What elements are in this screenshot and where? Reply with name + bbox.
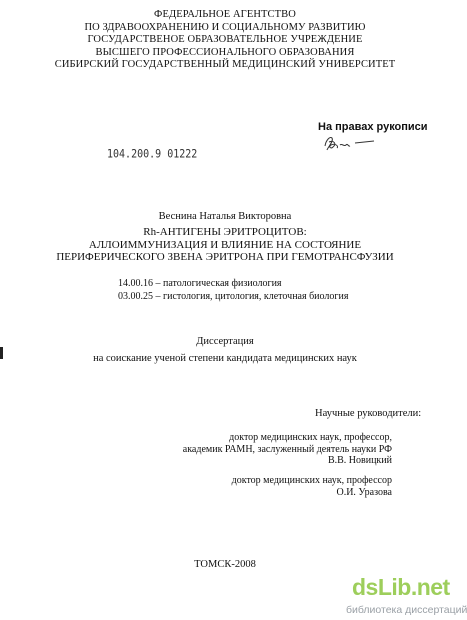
registration-stamp: 104.200.9 01222 xyxy=(107,148,198,161)
title-line: АЛЛОИММУНИЗАЦИЯ И ВЛИЯНИЕ НА СОСТОЯНИЕ xyxy=(88,238,362,251)
supervisor-line: доктор медицинских наук, профессор, xyxy=(229,432,392,443)
dissertation-type: Диссертация xyxy=(196,336,254,347)
specialty-line: 03.00.25 – гистология, цитология, клеточная биология xyxy=(118,291,349,302)
dslib-watermark[interactable] xyxy=(346,574,467,620)
header-line: СИБИРСКИЙ ГОСУДАРСТВЕННЫЙ МЕДИЦИНСКИЙ УНИВЕРСИТЕТ xyxy=(54,59,396,71)
header-line: ГОСУДАРСТВЕНОЕ ОБРАЗОВАТЕЛЬНОЕ УЧРЕЖДЕНИЕ xyxy=(87,34,363,46)
scan-edge-mark xyxy=(0,347,3,359)
signature-mark xyxy=(322,132,378,154)
header-line: ФЕДЕРАЛЬНОЕ АГЕНТСТВО xyxy=(154,9,296,20)
specialty-codes xyxy=(118,277,348,303)
specialty-line: 14.00.16 – патологическая физиология xyxy=(118,278,282,289)
supervisor-second xyxy=(0,475,392,498)
degree-purpose: на соискание ученой степени кандидата медицинских наук xyxy=(93,353,357,364)
dissertation-designation xyxy=(0,333,450,367)
supervisor-line: академик РАМН, заслуженный деятель науки РФ xyxy=(182,443,392,455)
city-year: ТОМСК-2008 xyxy=(194,559,256,570)
dissertation-title xyxy=(0,226,450,264)
title-line: ПЕРИФЕРИЧЕСКОГО ЗВЕНА ЭРИТРОНА ПРИ ГЕМОТРАНСФУЗИИ xyxy=(56,251,394,263)
header-line: ПО ЗДРАВООХРАНЕНИЮ И СОЦИАЛЬНОМУ РАЗВИТИЮ xyxy=(84,21,366,33)
supervisor-name: В.В. Новицкий xyxy=(327,455,392,466)
author-name: Веснина Наталья Викторовна xyxy=(158,211,292,222)
supervisor-first xyxy=(0,432,392,467)
manuscript-rights-label: На правах рукописи xyxy=(318,121,428,133)
watermark-subtitle: библиотека диссертаций xyxy=(346,604,467,616)
institution-header xyxy=(0,9,450,72)
supervisor-name: О.И. Уразова xyxy=(336,486,392,498)
header-line: ВЫСШЕГО ПРОФЕССИОНАЛЬНОГО ОБРАЗОВАНИЯ xyxy=(95,46,355,58)
supervisor-line: доктор медицинских наук, профессор xyxy=(231,475,392,486)
watermark-logo: dsLib.net xyxy=(352,574,450,600)
title-line: Rh-АНТИГЕНЫ ЭРИТРОЦИТОВ: xyxy=(143,226,307,238)
supervisors-heading: Научные руководители: xyxy=(315,408,422,419)
